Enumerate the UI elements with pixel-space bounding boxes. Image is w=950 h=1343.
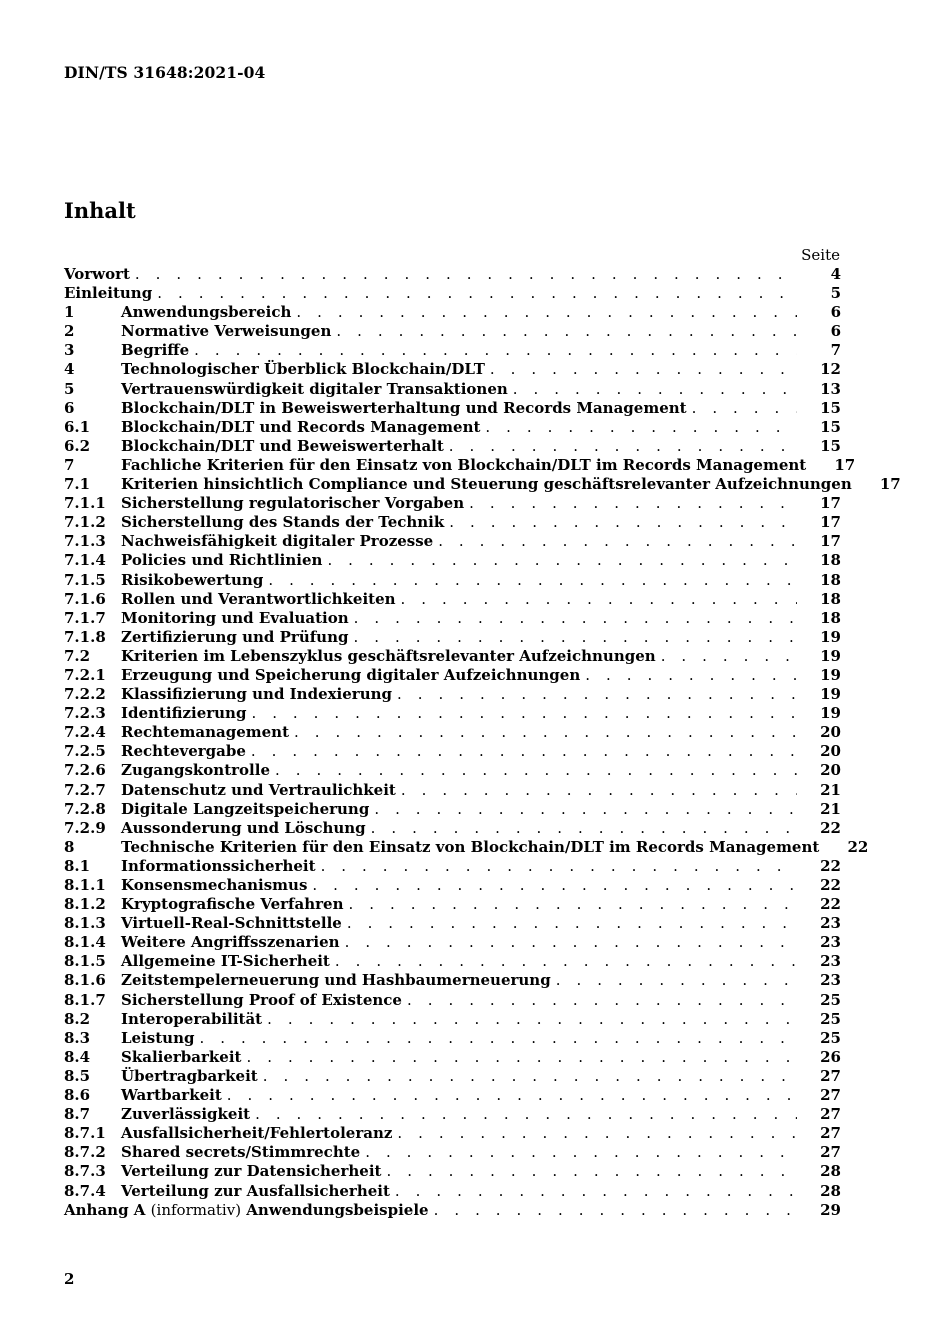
toc-entry[interactable] xyxy=(64,837,869,857)
toc-entry-title: Vertrauenswürdigkeit digitaler Transaktionen xyxy=(121,379,508,398)
toc-entry-page: 17 xyxy=(879,475,901,494)
toc-entry-number: 7.1.5 xyxy=(64,570,106,589)
toc-entry-number: 7.1.1 xyxy=(64,494,106,513)
toc-entry[interactable] xyxy=(64,1162,841,1181)
toc-entry-page: 21 xyxy=(820,799,841,818)
toc-entry[interactable] xyxy=(64,895,841,914)
toc-entry[interactable] xyxy=(64,360,841,379)
toc-entry-number: 7.2.9 xyxy=(64,818,106,837)
toc-entry-title: Zugangskontrolle xyxy=(121,761,270,780)
dot-leader xyxy=(374,800,797,819)
toc-entry-page: 29 xyxy=(820,1200,841,1219)
toc-entry[interactable] xyxy=(64,551,841,570)
toc-entry-number: 7.1.2 xyxy=(64,513,106,532)
toc-entry[interactable] xyxy=(64,1067,841,1086)
toc-entry-number: 6 xyxy=(64,398,75,417)
toc-entry-number: 7.2 xyxy=(64,646,91,665)
page-column-label: Seite xyxy=(801,246,840,264)
toc-entry-page: 27 xyxy=(820,1143,841,1162)
toc-entry-page: 27 xyxy=(820,1086,841,1105)
toc-entry[interactable] xyxy=(64,380,841,399)
toc-entry-page: 18 xyxy=(820,608,841,627)
dot-leader xyxy=(386,1162,797,1181)
dot-leader xyxy=(407,991,797,1010)
toc-entry[interactable] xyxy=(64,628,841,647)
toc-entry-page: 25 xyxy=(820,1028,841,1047)
toc-entry-page: 22 xyxy=(820,818,841,837)
toc-entry-page: 4 xyxy=(830,265,841,283)
toc-entry-title: Ausfallsicherheit/Fehlertoleranz xyxy=(121,1124,393,1143)
toc-entry-page: 19 xyxy=(820,627,841,646)
toc-entry-title: Skalierbarkeit xyxy=(121,1047,242,1066)
toc-entry-number: 1 xyxy=(64,303,75,322)
dot-leader xyxy=(353,628,797,647)
dot-leader xyxy=(345,933,797,952)
toc-entry[interactable] xyxy=(64,455,856,475)
toc-entry[interactable] xyxy=(64,303,841,322)
toc-entry-title: Wartbarkeit xyxy=(121,1086,222,1105)
toc-entry-number: 8.7.3 xyxy=(64,1162,106,1181)
toc-entry-page: 27 xyxy=(820,1124,841,1143)
toc-entry[interactable] xyxy=(64,800,841,819)
dot-leader xyxy=(401,590,797,609)
toc-entry-title: Rollen und Verantwortlichkeiten xyxy=(121,589,396,608)
toc-entry[interactable] xyxy=(64,322,841,341)
toc-entry-page: 15 xyxy=(820,417,841,436)
toc-entry-title: Shared secrets/Stimmrechte xyxy=(121,1143,361,1162)
toc-entry-number: 7.2.5 xyxy=(64,742,106,761)
toc-entry-page: 6 xyxy=(830,322,841,341)
toc-entry-title: Fachliche Kriterien für den Einsatz von Blockchain/DLT im Records Management xyxy=(121,455,807,474)
dot-leader xyxy=(438,532,797,551)
document-identifier: DIN/TS 31648:2021-04 xyxy=(64,63,266,82)
toc-entry-title: Konsensmechanismus xyxy=(121,876,308,894)
toc-entry-page: 23 xyxy=(820,914,841,933)
toc-entry-title: Policies und Richtlinien xyxy=(121,551,323,570)
toc-entry[interactable] xyxy=(64,609,841,628)
toc-entry-page: 18 xyxy=(820,570,841,589)
toc-entry-title: Rechtevergabe xyxy=(121,742,246,761)
toc-entry-number: 7 xyxy=(64,455,75,474)
toc-entry[interactable] xyxy=(64,819,841,838)
toc-entry-page: 17 xyxy=(834,455,856,474)
toc-entry-page: 20 xyxy=(820,723,841,742)
dot-leader xyxy=(268,571,797,590)
dot-leader xyxy=(336,322,797,341)
toc-entry-title: Blockchain/DLT und Records Management xyxy=(121,417,481,436)
toc-entry-number: 5 xyxy=(64,379,75,398)
toc-entry[interactable] xyxy=(64,723,841,742)
toc-entry-number: 8.6 xyxy=(64,1086,91,1105)
toc-entry-title: Technologischer Überblick Blockchain/DLT xyxy=(121,360,485,379)
toc-entry-title: Blockchain/DLT in Beweiswerterhaltung und Records Management xyxy=(121,398,687,417)
toc-entry[interactable] xyxy=(64,761,841,780)
toc-entry-title: Einleitung xyxy=(64,284,153,303)
dot-leader xyxy=(485,418,797,437)
toc-entry[interactable] xyxy=(64,685,841,704)
toc-entry-title: Vorwort xyxy=(64,265,130,283)
toc-entry[interactable] xyxy=(64,399,841,418)
toc-entry[interactable] xyxy=(64,1105,841,1124)
toc-entry-page: 26 xyxy=(820,1047,841,1066)
toc-entry-title: Sicherstellung des Stands der Technik xyxy=(121,513,445,532)
toc-entry[interactable] xyxy=(64,666,841,685)
toc-entry-page: 5 xyxy=(830,284,841,303)
toc-entry-page: 23 xyxy=(820,971,841,990)
toc-entry-number: 7.2.6 xyxy=(64,761,106,780)
toc-entry-title: Zertifizierung und Prüfung xyxy=(121,627,349,646)
dot-leader xyxy=(354,609,797,628)
toc-entry-number: 8.7.4 xyxy=(64,1181,106,1200)
toc-entry-number: 8.1.4 xyxy=(64,933,106,952)
dot-leader xyxy=(449,513,797,532)
dot-leader xyxy=(335,952,797,971)
toc-entry-page: 6 xyxy=(830,303,841,322)
toc-entry-title: Zuverlässigkeit xyxy=(121,1105,251,1124)
toc-entry-page: 19 xyxy=(820,685,841,704)
toc-entry-title: Virtuell-Real-Schnittstelle xyxy=(121,914,342,933)
toc-entry-page: 22 xyxy=(820,856,841,875)
toc-entry-page: 28 xyxy=(820,1181,841,1200)
toc-entry-title: Sicherstellung regulatorischer Vorgaben xyxy=(121,494,465,513)
toc-entry-number: 8.1.3 xyxy=(64,914,106,933)
dot-leader xyxy=(321,857,797,876)
dot-leader xyxy=(371,819,797,838)
toc-entry[interactable] xyxy=(64,933,841,952)
dot-leader xyxy=(365,1143,797,1162)
toc-entry-title: Erzeugung und Speicherung digitaler Aufzeichnungen xyxy=(121,665,581,684)
toc-entry-title: Monitoring und Evaluation xyxy=(121,608,349,627)
toc-entry-number: 8.1.2 xyxy=(64,895,106,914)
toc-entry[interactable] xyxy=(64,590,841,609)
toc-entry-title: Interoperabilität xyxy=(121,1009,263,1028)
dot-leader xyxy=(585,666,797,685)
toc-entry-page: 22 xyxy=(820,895,841,914)
toc-entry[interactable] xyxy=(64,284,841,303)
toc-entry-number: 7.1.3 xyxy=(64,532,106,551)
toc-entry-title: Risikobewertung xyxy=(121,570,264,589)
dot-leader xyxy=(395,1182,797,1201)
dot-leader xyxy=(157,284,797,303)
toc-entry-page: 17 xyxy=(820,532,841,551)
toc-entry-title: Datenschutz und Vertraulichkeit xyxy=(121,780,396,799)
toc-entry[interactable] xyxy=(64,1029,841,1048)
dot-leader xyxy=(267,1010,797,1029)
dot-leader xyxy=(275,761,797,780)
toc-entry-number: 8.1.1 xyxy=(64,876,106,894)
toc-entry[interactable] xyxy=(64,781,841,800)
annex-title: Anwendungsbeispiele xyxy=(246,1200,429,1219)
toc-entry-title: Sicherstellung Proof of Existence xyxy=(121,990,402,1009)
dot-leader xyxy=(327,551,797,570)
toc-entry-title: Kriterien hinsichtlich Compliance und Steuerung geschäftsrelevanter Aufzeichnungen xyxy=(121,475,852,494)
dot-leader xyxy=(312,876,797,895)
toc-entry-number: 7.2.1 xyxy=(64,665,106,684)
toc-entry-page: 22 xyxy=(820,876,841,894)
toc-entry[interactable] xyxy=(64,1048,841,1067)
toc-entry[interactable] xyxy=(64,876,841,895)
toc-entry-title: Weitere Angriffsszenarien xyxy=(121,933,340,952)
toc-entry-number: 7.1 xyxy=(64,475,91,494)
toc-entry-page: 28 xyxy=(820,1162,841,1181)
toc-entry-title: Kryptografische Verfahren xyxy=(121,895,344,914)
toc-entry-number: 8.5 xyxy=(64,1066,91,1085)
dot-leader xyxy=(294,723,797,742)
toc-entry-page: 19 xyxy=(820,646,841,665)
toc-entry-page: 21 xyxy=(820,780,841,799)
toc-entry-title: Übertragbarkeit xyxy=(121,1066,258,1085)
toc-entry-title: Begriffe xyxy=(121,341,190,360)
toc-entry-page: 15 xyxy=(820,436,841,455)
toc-entry-number: 8.3 xyxy=(64,1028,91,1047)
toc-entry-number: 8.4 xyxy=(64,1047,91,1066)
toc-entry-title: Technische Kriterien für den Einsatz von Blockchain/DLT im Records Management xyxy=(121,837,820,856)
toc-entry-title: Allgemeine IT-Sicherheit xyxy=(121,952,330,971)
toc-entry[interactable] xyxy=(64,1124,841,1143)
dot-leader xyxy=(513,380,797,399)
dot-leader xyxy=(692,399,797,418)
toc-entry-title: Normative Verweisungen xyxy=(121,322,332,341)
toc-entry-number: 7.2.3 xyxy=(64,704,106,723)
toc-entry-page: 23 xyxy=(820,952,841,971)
toc-entry[interactable] xyxy=(64,647,841,666)
dot-leader xyxy=(449,437,797,456)
dot-leader xyxy=(556,971,797,990)
toc-entry-page: 19 xyxy=(820,665,841,684)
dot-leader xyxy=(135,265,797,284)
toc-entry-number: 6.1 xyxy=(64,417,91,436)
toc-entry-annex-a[interactable] xyxy=(64,1201,841,1220)
toc-entry[interactable] xyxy=(64,341,841,360)
toc-entry[interactable] xyxy=(64,475,901,494)
toc-entry[interactable] xyxy=(64,1143,841,1162)
toc-entry-number: 8.1 xyxy=(64,856,91,875)
toc-entry-number: 8.7.1 xyxy=(64,1124,106,1143)
toc-entry-number: 7.1.7 xyxy=(64,608,106,627)
dot-leader xyxy=(251,742,797,761)
toc-entry-number: 7.2.4 xyxy=(64,723,106,742)
toc-entry-page: 13 xyxy=(820,379,841,398)
dot-leader xyxy=(347,914,797,933)
toc-entry-title: Klassifizierung und Indexierung xyxy=(121,685,392,704)
toc-entry-title: Zeitstempelerneuerung und Hashbaumerneuerung xyxy=(121,971,551,990)
toc-entry-title: Anwendungsbereich xyxy=(121,303,292,322)
annex-qualifier: (informativ) xyxy=(150,1200,242,1219)
toc-heading: Inhalt xyxy=(64,198,136,223)
toc-entry-title: Identifizierung xyxy=(121,704,247,723)
toc-entry[interactable] xyxy=(64,857,841,876)
toc-entry-page: 12 xyxy=(820,360,841,379)
dot-leader xyxy=(401,781,797,800)
toc-entry-title: Rechtemanagement xyxy=(121,723,290,742)
toc-entry-number: 8.1.7 xyxy=(64,990,106,1009)
toc-entry[interactable] xyxy=(64,571,841,590)
toc-entry-number: 7.2.2 xyxy=(64,685,106,704)
toc-entry-number: 7.2.7 xyxy=(64,780,106,799)
toc-entry-number: 8.7.2 xyxy=(64,1143,106,1162)
toc-entry-number: 3 xyxy=(64,341,75,360)
toc-entry[interactable] xyxy=(64,532,841,551)
toc-entry[interactable] xyxy=(64,991,841,1010)
toc-entry[interactable] xyxy=(64,1182,841,1201)
toc-entry-title: Leistung xyxy=(121,1028,195,1047)
toc-entry-page: 27 xyxy=(820,1066,841,1085)
dot-leader xyxy=(434,1201,797,1220)
dot-leader xyxy=(227,1086,797,1105)
toc-entry-page: 18 xyxy=(820,551,841,570)
toc-entry-number: 7.2.8 xyxy=(64,799,106,818)
dot-leader xyxy=(490,360,797,379)
toc-entry[interactable] xyxy=(64,971,841,990)
toc-entry-page: 19 xyxy=(820,704,841,723)
toc-entry-page: 18 xyxy=(820,589,841,608)
toc-entry-title: Kriterien im Lebenszyklus geschäftsrelevanter Aufzeichnungen xyxy=(121,646,656,665)
toc-entry-page: 20 xyxy=(820,761,841,780)
dot-leader xyxy=(246,1048,797,1067)
dot-leader xyxy=(661,647,797,666)
toc-entry-number: 6.2 xyxy=(64,436,91,455)
toc-entry-page: 25 xyxy=(820,990,841,1009)
toc-entry[interactable] xyxy=(64,494,841,513)
dot-leader xyxy=(251,704,797,723)
toc-entry-page: 25 xyxy=(820,1009,841,1028)
toc-entry-page: 27 xyxy=(820,1105,841,1124)
toc-entry[interactable] xyxy=(64,437,841,456)
toc-entry-number: 2 xyxy=(64,322,75,341)
toc-entry-title: Verteilung zur Datensicherheit xyxy=(121,1162,382,1181)
toc-entry[interactable] xyxy=(64,265,841,284)
toc-entry[interactable] xyxy=(64,1086,841,1105)
toc-entry-title: Aussonderung und Löschung xyxy=(121,818,366,837)
toc-entry[interactable] xyxy=(64,1010,841,1029)
toc-entry-page: 23 xyxy=(820,933,841,952)
toc-entry[interactable] xyxy=(64,418,841,437)
toc-entry-number: 7.1.4 xyxy=(64,551,106,570)
toc-entry-title: Blockchain/DLT und Beweiswerterhalt xyxy=(121,436,444,455)
annex-label: Anhang A xyxy=(64,1200,146,1219)
toc-entry-title xyxy=(64,1201,434,1220)
dot-leader xyxy=(199,1029,797,1048)
toc-entry[interactable] xyxy=(64,952,841,971)
dot-leader xyxy=(397,1124,797,1143)
toc-entry-title: Digitale Langzeitspeicherung xyxy=(121,799,370,818)
toc-entry-number: 8.1.5 xyxy=(64,952,106,971)
toc-entry[interactable] xyxy=(64,513,841,532)
toc-entry-number: 8 xyxy=(64,837,75,856)
toc-entry-page: 15 xyxy=(820,398,841,417)
dot-leader xyxy=(469,494,797,513)
dot-leader xyxy=(397,685,797,704)
dot-leader xyxy=(263,1067,797,1086)
toc-entry-number: 8.1.6 xyxy=(64,971,106,990)
toc-entry-number: 8.2 xyxy=(64,1009,91,1028)
toc-entry[interactable] xyxy=(64,704,841,723)
toc-entry-page: 17 xyxy=(820,494,841,513)
toc-entry-title: Verteilung zur Ausfallsicherheit xyxy=(121,1181,390,1200)
toc-entry-page: 17 xyxy=(820,513,841,532)
toc-entry-page: 22 xyxy=(847,837,869,856)
toc-entry-number: 4 xyxy=(64,360,75,379)
dot-leader xyxy=(348,895,797,914)
toc-entry-number: 8.7 xyxy=(64,1105,91,1124)
dot-leader xyxy=(255,1105,797,1124)
table-of-contents xyxy=(64,265,901,1220)
toc-entry[interactable] xyxy=(64,914,841,933)
dot-leader xyxy=(194,341,797,360)
toc-entry-page: 7 xyxy=(830,341,841,360)
toc-entry-title: Informationssicherheit xyxy=(121,856,316,875)
toc-entry-number: 7.1.6 xyxy=(64,589,106,608)
dot-leader xyxy=(296,303,797,322)
toc-entry[interactable] xyxy=(64,742,841,761)
toc-entry-number: 7.1.8 xyxy=(64,627,106,646)
toc-entry-title: Nachweisfähigkeit digitaler Prozesse xyxy=(121,532,434,551)
toc-entry-page: 20 xyxy=(820,742,841,761)
page-number: 2 xyxy=(64,1270,75,1288)
